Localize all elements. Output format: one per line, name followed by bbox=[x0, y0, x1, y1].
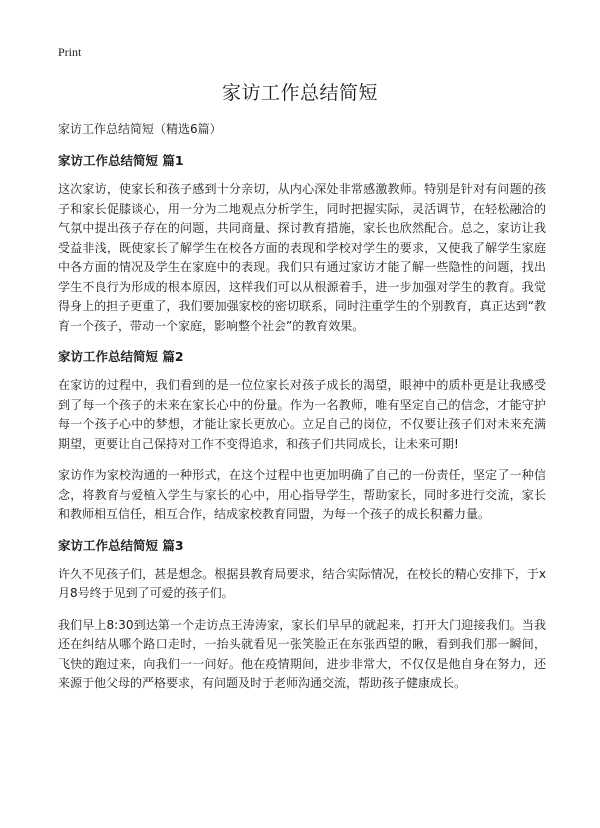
page-title: 家访工作总结简短 bbox=[221, 82, 378, 104]
section-paragraph: 在家访的过程中，我们看到的是一位位家长对孩子成长的渴望，眼神中的质朴更是让我感受到了每一个孩子的未来在家长心中的份量。作为一名教师，唯有坚定自己的信念，才能守护每一个孩子心中的梦想，才能让家长更放心。立足自己的岗位，不仅要让孩子们对未来充满期望，更要让自己保持对工作不变得追求，和孩子们共同成长，让未来可期! bbox=[58, 378, 546, 451]
section-heading: 家访工作总结简短 篇2 bbox=[58, 349, 184, 364]
section-3 bbox=[58, 537, 546, 694]
section-paragraph: 我们早上8:30到达第一个走访点王涛涛家，家长们早早的就起来，打开大门迎接我们。当我还在纠结从哪个路口走时，一抬头就看见一张笑脸正在东张西望的瞅，看到我们那一瞬间，飞快的跑过来，向我们一一问好。他在疫情期间，进步非常大，不仅仅是他自身在努力，还来源于他父母的严格要求，有问题及时于老师沟通交流，帮助孩子健康成长。 bbox=[58, 617, 546, 690]
document-body bbox=[58, 120, 546, 706]
print-link[interactable]: Print bbox=[58, 45, 82, 59]
section-2 bbox=[58, 348, 546, 525]
section-heading: 家访工作总结简短 篇3 bbox=[58, 537, 184, 553]
section-paragraph: 家访作为家校沟通的一种形式，在这个过程中也更加明确了自己的一份责任，坚定了一种信念，将教育与爱植入学生与家长的心中，用心指导学生，帮助家长，同时多进行交流，家长和教师相互信任，相互合作，结成家校教育同盟，为每一个孩子的成长积蓄力量。 bbox=[58, 468, 546, 521]
document-subtitle: 家访工作总结简短（精选6篇） bbox=[58, 122, 222, 136]
section-paragraph: 这次家访，使家长和孩子感到十分亲切，从内心深处非常感激教师。特别是针对有问题的孩子和家长促膝谈心，用一分为二地观点分析学生，同时把握实际，灵活调节，在轻松融洽的气氛中提出孩子存在的问题，共同商量、探讨教育措施，家长也欣然配合。总之，家访让我受益非浅，既使家长了解学生在校各方面的表现和学校对学生的要求，又使我了解学生家庭中各方面的情况及学生在家庭中的表现。我们只有通过家访才能了解一些隐性的问题，找出学生不良行为形成的根本原因，这样我们可以从根源着手，进一步加强对学生的教育。我觉得身上的担子更重了，我们要加强家校的密切联系，同时注重学生的个别教育，真正达到“教育一个孩子，带动一个家庭，影响整个社会”的教育效果。 bbox=[58, 182, 546, 333]
section-paragraph: 许久不见孩子们，甚是想念。根据县教育局要求，结合实际情况，在校长的精心安排下，于x月8号终于见到了可爱的孩子们。 bbox=[58, 566, 546, 600]
section-heading: 家访工作总结简短 篇1 bbox=[58, 153, 184, 168]
section-1 bbox=[58, 152, 546, 336]
